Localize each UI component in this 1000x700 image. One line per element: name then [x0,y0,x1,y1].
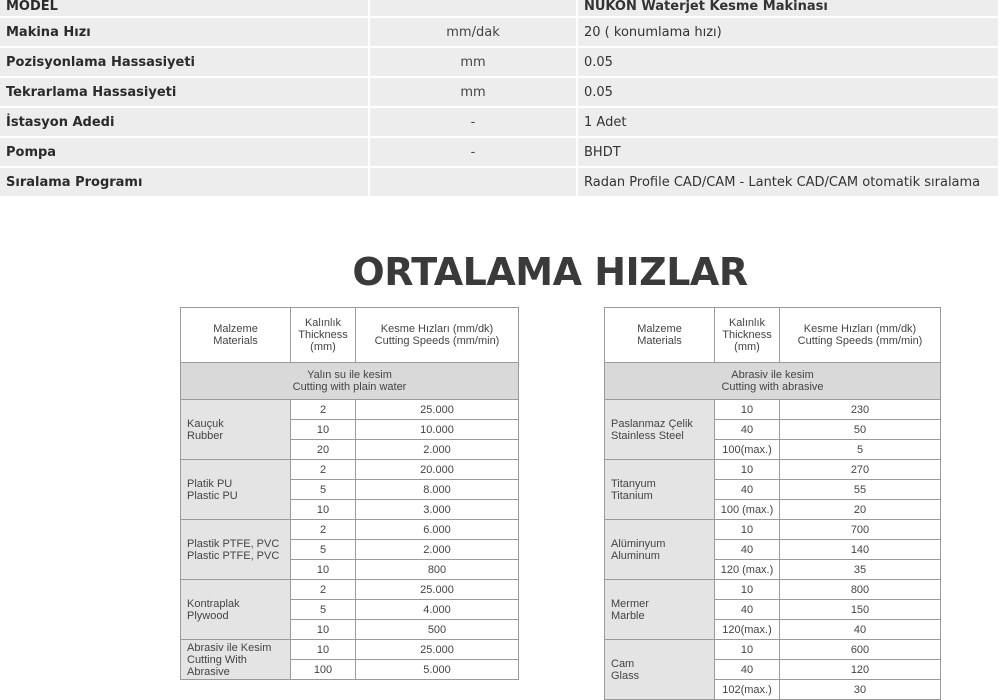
thickness-cell: 10 [715,460,780,480]
header-row [605,308,941,363]
spec-unit: mm [370,48,578,78]
thickness-cell: 40 [715,660,780,680]
thickness-cell: 10 [715,520,780,540]
material-header-line: Materials [637,335,682,347]
table-row [181,400,519,420]
speed-cell: 500 [356,620,519,640]
spec-unit: mm [370,78,578,108]
speed-cell: 5.000 [356,660,519,680]
speed-cell: 55 [780,480,941,500]
speed-cell: 10.000 [356,420,519,440]
thickness-cell: 120 (max.) [715,560,780,580]
thickness-cell: 2 [291,400,356,420]
speed-cell: 8.000 [356,480,519,500]
section-label-line: Abrasiv ile kesim [731,369,814,381]
thickness-cell: 40 [715,480,780,500]
table-row [181,640,519,660]
thickness-header-line: Kalınlık [728,317,766,329]
material-name: Rubber [187,429,224,442]
spec-unit [370,0,578,18]
material-name: Titanium [611,489,653,502]
speed-cell: 25.000 [356,580,519,600]
material-cell [605,400,715,460]
material-header-line: Malzeme [213,323,258,335]
speed-cell: 5 [780,440,941,460]
table-row [181,460,519,480]
material-name: Abrasiv ile Kesim [187,641,272,654]
spec-row [0,48,1000,78]
spec-value: NUKON Waterjet Kesme Makinası [578,0,1000,18]
material-name: Mermer [611,597,649,610]
thickness-header-line: Kalınlık [304,317,342,329]
spec-row [0,78,1000,108]
speed-cell: 30 [780,680,941,700]
spec-value: 0.05 [578,78,1000,108]
thickness-cell: 102(max.) [715,680,780,700]
speed-cell: 2.000 [356,540,519,560]
material-cell [605,460,715,520]
thickness-cell: 100 (max.) [715,500,780,520]
material-name: Plastic PU [187,489,238,502]
speed-cell: 50 [780,420,941,440]
thickness-cell: 40 [715,420,780,440]
spec-label: Tekrarlama Hassasiyeti [0,78,370,108]
thickness-cell: 2 [291,460,356,480]
material-name: Aluminum [611,549,660,562]
material-header [181,308,291,363]
speed-table-plain-water [180,307,519,680]
thickness-header-line: Thickness [722,329,772,341]
speed-table-abrasive [604,307,941,700]
material-cell [605,520,715,580]
speed-cell: 800 [780,580,941,600]
speed-cell: 25.000 [356,640,519,660]
spec-value: 20 ( konumlama hızı) [578,18,1000,48]
material-cell [181,400,291,460]
spec-label: Pozisyonlama Hassasiyeti [0,48,370,78]
material-cell [605,640,715,700]
material-cell [181,640,291,680]
speed-cell: 140 [780,540,941,560]
spec-row [0,0,1000,18]
material-cell [181,580,291,640]
spec-label: MODEL [0,0,370,18]
material-name: Plastic PTFE, PVC [187,549,280,562]
thickness-cell: 10 [291,500,356,520]
material-name: Kontraplak [187,597,240,610]
section-label-line: Cutting with abrasive [721,381,824,393]
table-row [605,520,941,540]
material-name: Glass [611,669,640,682]
material-header-line: Malzeme [637,323,682,335]
speed-cell: 700 [780,520,941,540]
table-row [605,640,941,660]
thickness-header-line: (mm) [734,341,760,353]
header-row [181,308,519,363]
table-row [605,580,941,600]
material-cell [181,520,291,580]
material-name: Marble [611,609,645,622]
section-label-line: Cutting with plain water [292,381,407,393]
thickness-header-line: (mm) [310,341,336,353]
thickness-cell: 10 [291,640,356,660]
section-label [181,363,519,400]
spec-row [0,18,1000,48]
speed-header [780,308,941,363]
spec-value: 1 Adet [578,108,1000,138]
speed-cell: 20 [780,500,941,520]
spec-table [0,0,1000,198]
thickness-header [715,308,780,363]
spec-value: BHDT [578,138,1000,168]
thickness-cell: 2 [291,580,356,600]
spec-unit: mm/dak [370,18,578,48]
table-row [181,580,519,600]
material-name: Alüminyum [611,537,666,550]
material-name: Cam [611,657,635,670]
thickness-cell: 10 [291,560,356,580]
thickness-header-line: Thickness [298,329,348,341]
thickness-cell: 10 [715,580,780,600]
spec-unit: - [370,138,578,168]
speed-cell: 35 [780,560,941,580]
spec-unit [370,168,578,198]
speed-cell: 20.000 [356,460,519,480]
speed-header-line: Kesme Hızları (mm/dk) [803,323,917,335]
thickness-cell: 10 [291,620,356,640]
section-row [605,363,941,400]
thickness-cell: 5 [291,540,356,560]
thickness-cell: 10 [291,420,356,440]
spec-label: Makina Hızı [0,18,370,48]
spec-label: İstasyon Adedi [0,108,370,138]
material-cell [605,580,715,640]
material-name: Titanyum [611,477,656,490]
material-cell [181,460,291,520]
material-name: Plywood [187,609,229,622]
table-row [605,400,941,420]
thickness-cell: 100 [291,660,356,680]
speed-header-line: Kesme Hızları (mm/dk) [380,323,494,335]
thickness-cell: 10 [715,640,780,660]
spec-unit: - [370,108,578,138]
table-row [181,520,519,540]
speed-cell: 4.000 [356,600,519,620]
material-name: Stainless Steel [611,429,684,442]
speed-cell: 2.000 [356,440,519,460]
thickness-cell: 20 [291,440,356,460]
material-name: Platik PU [187,477,233,490]
spec-label: Sıralama Programı [0,168,370,198]
speed-cell: 6.000 [356,520,519,540]
speed-cell: 25.000 [356,400,519,420]
speed-header-line: Cutting Speeds (mm/min) [374,335,500,347]
table-row [605,460,941,480]
spec-row [0,108,1000,138]
thickness-cell: 40 [715,600,780,620]
speed-cell: 40 [780,620,941,640]
material-name: Paslanmaz Çelik [611,417,693,430]
section-label-line: Yalın su ile kesim [307,369,392,381]
speed-cell: 800 [356,560,519,580]
spec-row [0,168,1000,198]
spec-value: 0.05 [578,48,1000,78]
speed-cell: 120 [780,660,941,680]
thickness-cell: 40 [715,540,780,560]
page-title: ORTALAMA HIZLAR [352,250,748,294]
speed-header-line: Cutting Speeds (mm/min) [797,335,923,347]
thickness-cell: 100(max.) [715,440,780,460]
spec-row [0,138,1000,168]
material-name: Cutting With Abrasive [187,653,247,678]
section-label [605,363,941,400]
spec-value: Radan Profile CAD/CAM - Lantek CAD/CAM otomatik sıralama [578,168,1000,198]
spec-label: Pompa [0,138,370,168]
speed-cell: 150 [780,600,941,620]
thickness-cell: 2 [291,520,356,540]
speed-header [356,308,519,363]
speed-cell: 3.000 [356,500,519,520]
material-name: Plastik PTFE, PVC [187,537,280,550]
material-name: Kauçuk [187,417,224,430]
speed-cell: 600 [780,640,941,660]
section-row [181,363,519,400]
material-header [605,308,715,363]
speed-cell: 230 [780,400,941,420]
thickness-cell: 10 [715,400,780,420]
thickness-header [291,308,356,363]
thickness-cell: 5 [291,600,356,620]
thickness-cell: 5 [291,480,356,500]
thickness-cell: 120(max.) [715,620,780,640]
material-header-line: Materials [213,335,258,347]
speed-cell: 270 [780,460,941,480]
